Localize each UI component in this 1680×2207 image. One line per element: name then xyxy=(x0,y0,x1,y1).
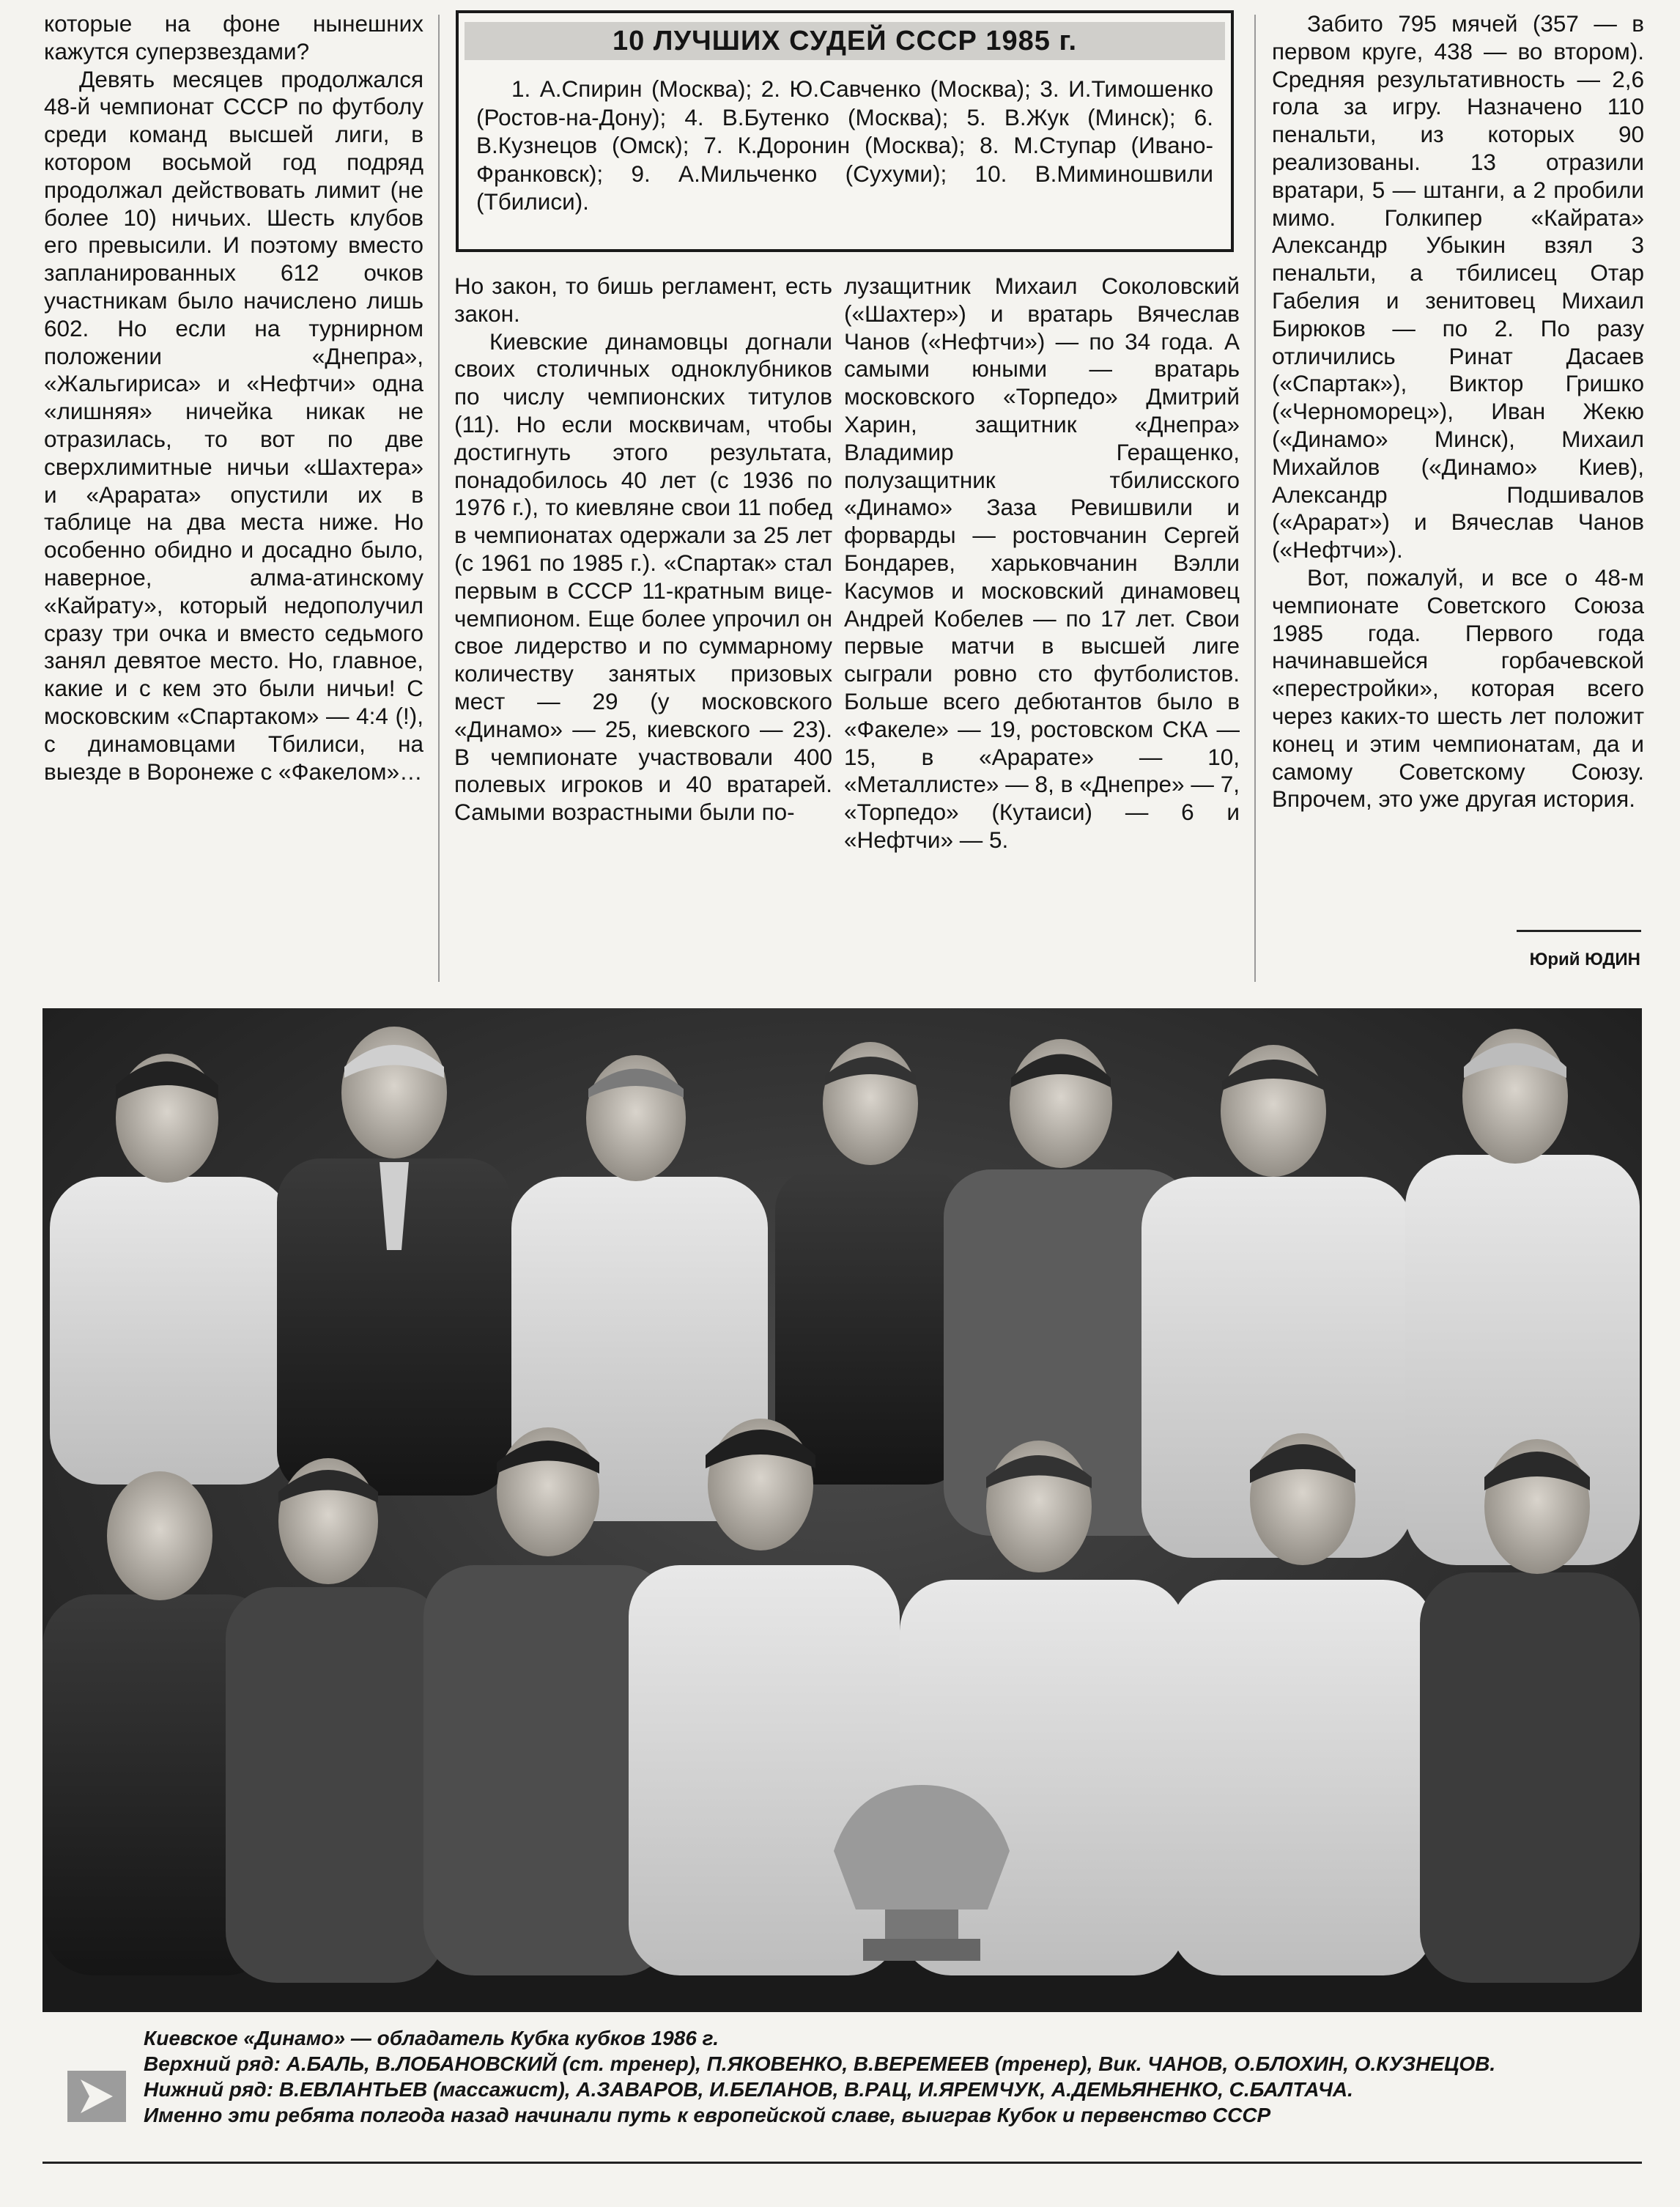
caption-arrow-icon xyxy=(67,2071,126,2122)
caption-title: Киевское «Динамо» — обладатель Кубка кубков 1986 г. xyxy=(144,2027,719,2049)
author-signature: Юрий ЮДИН xyxy=(1529,950,1640,969)
paragraph: Забито 795 мячей (357 — в первом круге, 438 — во втором). Средняя результативность — 2,6 гола за игру. Назначено 110 пенальти, из которых 90 реализованы. 13 отразили вратари, 5 — штанги, а 2 пробили мимо. Голкипер «Кайрата» Александр Убыкин взял 3 пенальти, а тбилисец Отар Габелия и зенитовец Михаил Бирюков — по 2. По разу отличились Ринат Дасаев («Спартак»), Виктор Гришко («Черноморец»), Иван Жекю («Динамо» Минск), Михаил Михайлов («Динамо» Киев), Александр Подшивалов («Арарат») и Вячеслав Чанов («Нефтчи»). xyxy=(1272,10,1644,563)
article-column-4 xyxy=(1272,10,1644,813)
referees-box-title: 10 ЛУЧШИХ СУДЕЙ СССР 1985 г. xyxy=(465,22,1225,60)
paragraph: Но закон, то бишь регламент, есть закон. xyxy=(454,273,832,327)
caption-top-row: Верхний ряд: А.БАЛЬ, В.ЛОБАНОВСКИЙ (ст. тренер), П.ЯКОВЕНКО, В.ВЕРЕМЕЕВ (тренер), Вик. ЧАНОВ, О.БЛОХИН, О.КУЗНЕЦОВ. xyxy=(144,2052,1496,2075)
photo-caption xyxy=(144,2025,1646,2128)
column-divider xyxy=(1254,15,1256,982)
team-photograph xyxy=(42,1008,1642,2012)
article-column-1 xyxy=(44,10,423,785)
article-column-3 xyxy=(844,273,1240,854)
paragraph: Девять месяцев продолжался 48-й чемпионат СССР по футболу среди команд высшей лиги, в котором восьмой год подряд продолжал действовать лимит (не более 10) ничьих. Шесть клубов его превысили. И поэтому вместо запланированных 612 очков участникам было начислено лишь 602. Но если на турнирном положении «Днепра», «Жальгириса» и «Нефтчи» одна «лишняя» ничейка никак не отразилась, то вот по две сверхлимитные ничьи «Шахтера» и «Арарата» опустили их в таблице на два места ниже. Но особенно обидно и досадно было, наверное, алма-атинскому «Кайрату», который недополучил сразу три очка и вместо седьмого занял девятое место. Но, главное, какие и с кем это были ничьи! С московским «Спартаком» — 4:4 (!), с динамовцами Тбилиси, на выезде в Воронеже с «Факелом»… xyxy=(44,65,423,785)
article-column-2 xyxy=(454,273,832,827)
caption-bottom-row: Нижний ряд: В.ЕВЛАНТЬЕВ (массажист), А.ЗАВАРОВ, И.БЕЛАНОВ, В.РАЦ, И.ЯРЕМЧУК, А.ДЕМЬЯНЕНКО, С.БАЛТАЧА. xyxy=(144,2078,1353,2101)
team-photo-illustration xyxy=(42,1008,1642,2012)
caption-note: Именно эти ребята полгода назад начинали путь к европейской славе, выиграв Кубок и первенство СССР xyxy=(144,2104,1271,2126)
paragraph: Киевские динамовцы догнали своих столичных одноклубников по числу чемпионских титулов (11). Но если москвичам, чтобы достигнуть этого результата, понадобилось 40 лет (с 1936 по 1976 г.), то киевляне свои 11 побед в чемпионатах одержали за 25 лет (с 1961 по 1985 г.). «Спартак» стал первым в СССР 11-кратным вице-чемпионом. Еще более упрочил он свое лидерство и по суммарному количеству занятых призовых мест — 29 (у московского «Динамо» — 25, киевского — 23). В чемпионате участвовали 400 полевых игроков и 40 вратарей. Самыми возрастными были по- xyxy=(454,328,832,826)
page-bottom-rule xyxy=(42,2162,1642,2164)
referees-box-text: 1. А.Спирин (Москва); 2. Ю.Савченко (Москва); 3. И.Тимошенко (Ростов-на-Дону); 4. В.Бутенко (Москва); 5. В.Жук (Минск); 6. В.Кузнецов (Омск); 7. К.Доронин (Москва); 8. М.Ступар (Ивано-Франковск); 9. А.Мильченко (Сухуми); 10. В.Миминошвили (Тбилиси). xyxy=(476,75,1213,215)
column-divider xyxy=(438,15,440,982)
signature-rule xyxy=(1517,930,1641,932)
paragraph: которые на фоне нынешних кажутся суперзвездами? xyxy=(44,10,423,64)
paragraph: лузащитник Михаил Соколовский («Шахтер») и вратарь Вячеслав Чанов («Нефтчи») — по 34 года. А самыми юными — вратарь московского «Торпедо» Дмитрий Харин, защитник «Днепра» Владимир Геращенко, полузащитник тбилисского «Динамо» Заза Ревишвили и форварды — ростовчанин Сергей Бондарев, харьковчанин Вэлли Касумов и московский динамовец Андрей Кобелев — по 17 лет. Свои первые матчи в высшей лиге сыграли ровно сто футболистов. Больше всего дебютантов было в «Факеле» — 19, ростовском СКА — 15, в «Арарате» — 10, «Металлисте» — 8, в «Днепре» — 7, «Торпедо» (Кутаиси) — 6 и «Нефтчи» — 5. xyxy=(844,273,1240,853)
referees-box xyxy=(456,10,1234,252)
paragraph: Вот, пожалуй, и все о 48-м чемпионате Советского Союза 1985 года. Первого года начинавшейся горбачевской «перестройки», которая всего через каких-то шесть лет положит конец и этим чемпионатам, да и самому Советскому Союзу. Впрочем, это уже другая история. xyxy=(1272,563,1644,813)
